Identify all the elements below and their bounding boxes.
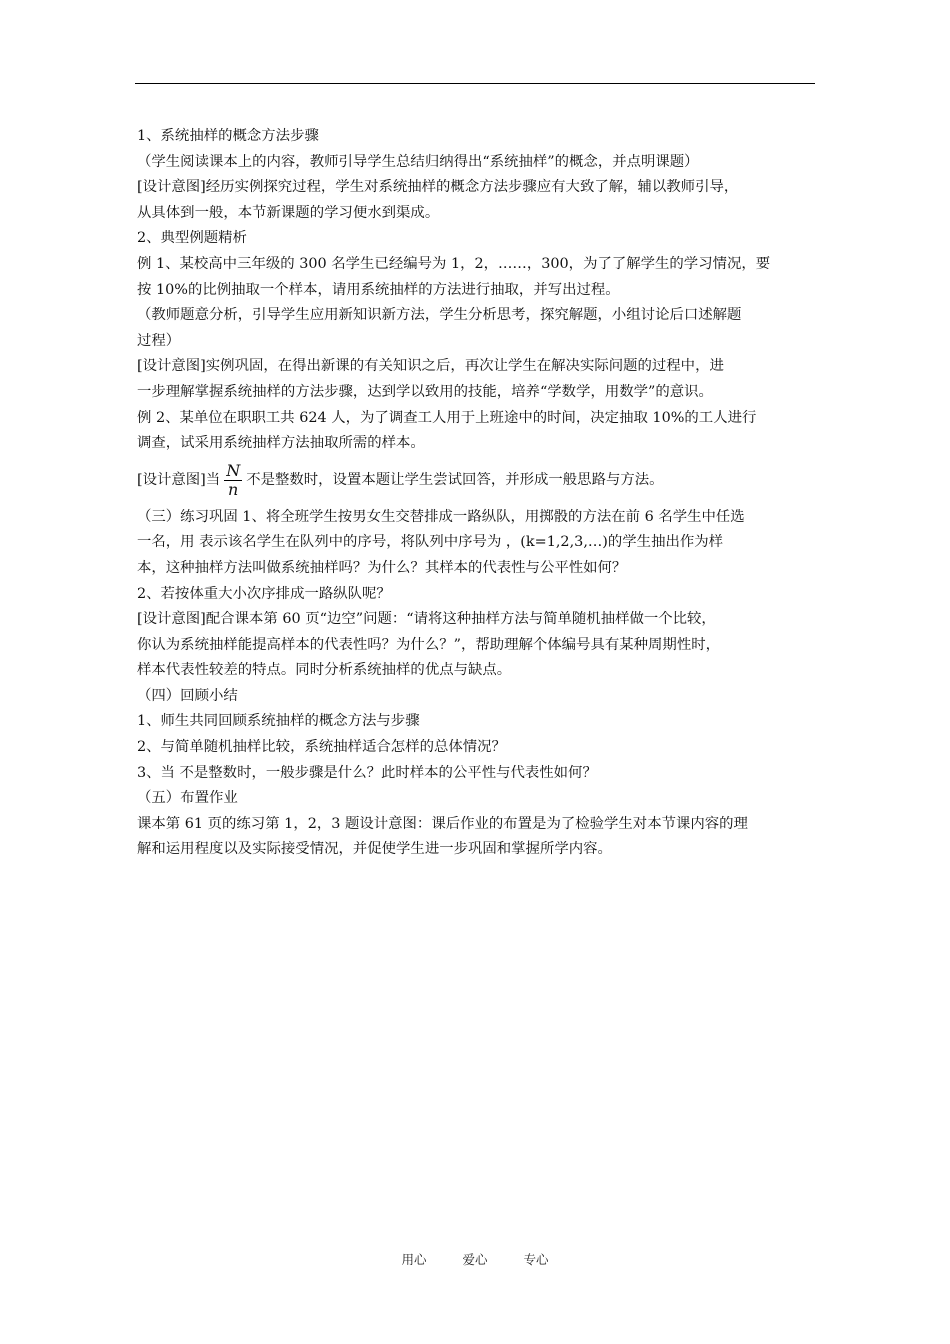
- document-body: [137, 124, 817, 863]
- header-rule: [135, 83, 815, 84]
- text-line: 2、若按体重大小次序排成一路纵队呢？: [137, 585, 391, 602]
- text-line: 一名，用 表示该名学生在队列中的序号，将队列中序号为 ，(k=1,2,3,…)的学生抽出作为样: [137, 534, 724, 551]
- text-line: 调查，试采用系统抽样方法抽取所需的样本。: [137, 435, 425, 452]
- text-line: 2、典型例题精析: [137, 230, 247, 247]
- page-footer: [0, 1250, 950, 1268]
- fraction-line-suffix: 不是整数时，设置本题让学生尝试回答，并形成一般思路与方法。: [246, 471, 664, 488]
- text-line: 例 2、某单位在职职工共 624 人，为了调查工人用于上班途中的时间，决定抽取 10%的工人进行: [137, 409, 757, 426]
- text-line: 解和运用程度以及实际接受情况，并促使学生进一步巩固和掌握所学内容。: [137, 841, 612, 858]
- text-line: （四）回顾小结: [137, 687, 238, 704]
- text-line: 1、师生共同回顾系统抽样的概念方法与步骤: [137, 713, 420, 730]
- text-line: 一步理解掌握系统抽样的方法步骤，达到学以致用的技能，培养“学数学，用数学”的意识。: [137, 383, 713, 400]
- footer-word: 爱心: [462, 1252, 488, 1267]
- text-line: 例 1、某校高中三年级的 300 名学生已经编号为 1，2，……，300，为了了解学生的学习情况，要: [137, 255, 771, 272]
- fraction-line: [137, 457, 817, 505]
- text-line: （五）布置作业: [137, 790, 238, 807]
- text-line: 按 10%的比例抽取一个样本，请用系统抽样的方法进行抽取，并写出过程。: [137, 281, 620, 298]
- text-line: 2、与简单随机抽样比较，系统抽样适合怎样的总体情况？: [137, 739, 506, 756]
- text-line: 课本第 61 页的练习第 1，2，3 题设计意图：课后作业的布置是为了检验学生对本节课内容的理: [137, 815, 748, 832]
- text-line: [设计意图]配合课本第 60 页“边空”问题：“请将这种抽样方法与简单随机抽样做一个比较，: [137, 611, 716, 628]
- text-line: （三）练习巩固 1、将全班学生按男女生交替排成一路纵队，用掷骰的方法在前 6 名学生中任选: [137, 508, 745, 525]
- text-line: [设计意图]实例巩固，在得出新课的有关知识之后，再次让学生在解决实际问题的过程中，进: [137, 358, 724, 375]
- footer-word: 专心: [523, 1252, 549, 1267]
- text-line: [设计意图]经历实例探究过程，学生对系统抽样的概念方法步骤应有大致了解，辅以教师引导，: [137, 179, 739, 196]
- footer-word: 用心: [401, 1252, 427, 1267]
- text-line: （教师题意分析，引导学生应用新知识新方法，学生分析思考，探究解题，小组讨论后口述解题: [137, 307, 742, 324]
- text-line: 从具体到一般，本节新课题的学习便水到渠成。: [137, 204, 440, 221]
- fraction-denominator: n: [228, 480, 239, 500]
- fraction-numerator: N: [226, 461, 241, 481]
- text-line: 3、当 不是整数时，一般步骤是什么？此时样本的公平性与代表性如何？: [137, 764, 597, 781]
- text-line: 本，这种抽样方法叫做系统抽样吗？为什么？其样本的代表性与公平性如何？: [137, 559, 627, 576]
- fraction-formula: [224, 462, 242, 499]
- fraction-line-prefix: [设计意图]当: [137, 471, 221, 488]
- text-line: 你认为系统抽样能提高样本的代表性吗？为什么？”，帮助理解个体编号具有某种周期性时，: [137, 636, 720, 653]
- text-line: 过程）: [137, 332, 181, 349]
- text-line: 1、系统抽样的概念方法步骤: [137, 128, 319, 144]
- text-line: （学生阅读课本上的内容，教师引导学生总结归纳得出“系统抽样”的概念，并点明课题）: [137, 153, 699, 170]
- text-line: 样本代表性较差的特点。同时分析系统抽样的优点与缺点。: [137, 662, 512, 679]
